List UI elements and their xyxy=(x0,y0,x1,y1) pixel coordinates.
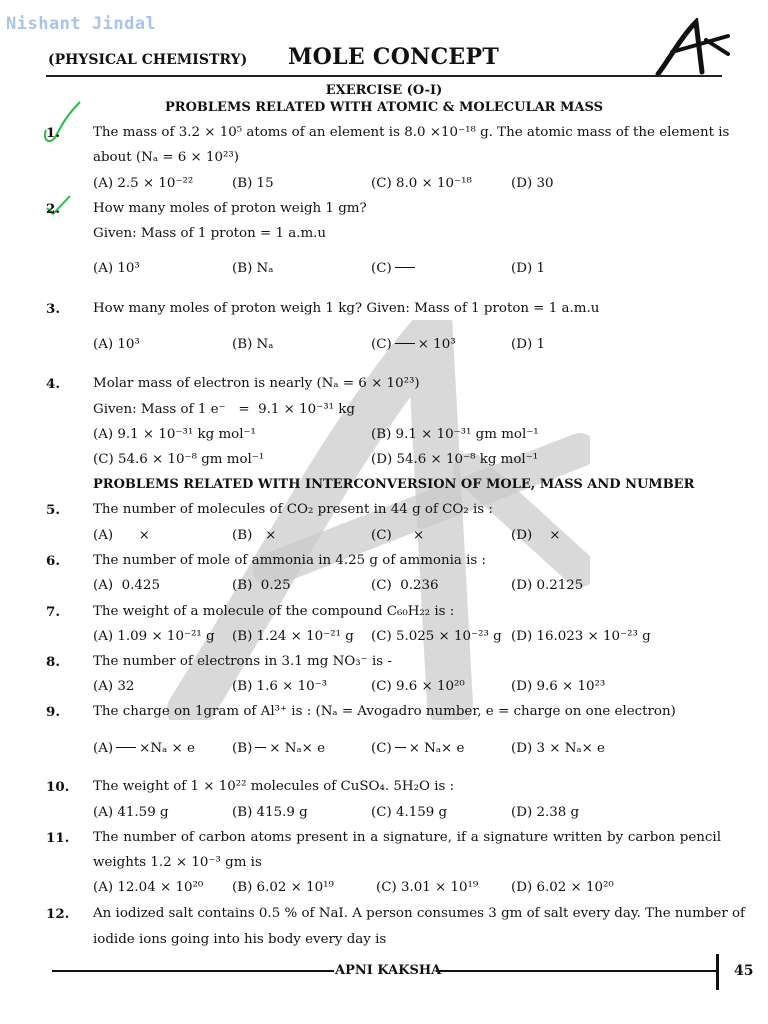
question-number: 6. xyxy=(46,553,60,569)
page-title: MOLE CONCEPT xyxy=(288,44,499,70)
option-c[interactable]: (C) × xyxy=(371,528,425,543)
option-a[interactable]: (A) 10³ xyxy=(93,337,140,352)
option-c[interactable]: (C) 0.236 xyxy=(371,578,439,593)
option-b[interactable]: (B) 1.24 × 10⁻²¹ g xyxy=(232,629,354,644)
option-b[interactable]: (B) 415.9 g xyxy=(232,805,308,820)
option-c[interactable]: (C) xyxy=(371,261,418,276)
question-text: The charge on 1gram of Al³⁺ is : (Nₐ = Avogadro number, e = charge on one electron) xyxy=(93,704,676,719)
option-a[interactable]: (A) × xyxy=(93,528,150,543)
question-text: about (Nₐ = 6 × 10²³) xyxy=(93,150,239,165)
option-c[interactable]: (C) 4.159 g xyxy=(371,805,448,820)
option-b[interactable]: (B) 1.6 × 10⁻³ xyxy=(232,679,328,694)
option-a[interactable]: (A) 1.09 × 10⁻²¹ g xyxy=(93,629,215,644)
option-d[interactable]: (D) 3 × Nₐ× e xyxy=(511,741,605,756)
footer-rule xyxy=(52,970,334,972)
question-text: The number of electrons in 3.1 mg NO₃⁻ is - xyxy=(93,654,392,669)
question-number: 10. xyxy=(46,779,70,795)
question-text: The weight of 1 × 10²² molecules of CuSO₄. 5H₂O is : xyxy=(93,779,455,794)
option-b[interactable]: (B) 6.02 × 10¹⁹ xyxy=(232,880,334,895)
option-c[interactable]: (C) 8.0 × 10⁻¹⁸ xyxy=(371,176,472,191)
header-rule xyxy=(46,75,722,77)
footer-divider xyxy=(716,954,719,990)
option-a[interactable]: (A) ×Nₐ × e xyxy=(93,741,195,756)
question-text: The number of carbon atoms present in a signature, if a signature written by carbon pencil xyxy=(93,830,721,845)
option-c[interactable]: (C) 54.6 × 10⁻⁸ gm mol⁻¹ xyxy=(93,452,265,467)
option-a[interactable]: (A) 32 xyxy=(93,679,135,694)
option-d[interactable]: (D) 0.2125 xyxy=(511,578,584,593)
option-c[interactable]: (C) × Nₐ× e xyxy=(371,741,465,756)
option-c[interactable]: (C) 3.01 × 10¹⁹ xyxy=(376,880,479,895)
question-number: 2. xyxy=(46,201,60,217)
section-heading-1: PROBLEMS RELATED WITH ATOMIC & MOLECULAR MASS xyxy=(165,100,603,115)
option-d[interactable]: (D) 16.023 × 10⁻²³ g xyxy=(511,629,651,644)
page-number: 45 xyxy=(734,963,754,979)
question-number: 1. xyxy=(46,125,60,141)
author-watermark: Nishant Jindal xyxy=(6,14,157,34)
question-text: The number of mole of ammonia in 4.25 g of ammonia is : xyxy=(93,553,487,568)
question-number: 8. xyxy=(46,654,60,670)
question-number: 5. xyxy=(46,502,60,518)
option-b[interactable]: (B) Nₐ xyxy=(232,261,274,276)
option-d[interactable]: (D) 54.6 × 10⁻⁸ kg mol⁻¹ xyxy=(371,452,539,467)
option-d[interactable]: (D) 1 xyxy=(511,261,545,276)
option-d[interactable]: (D) 2.38 g xyxy=(511,805,580,820)
option-a[interactable]: (A) 12.04 × 10²⁰ xyxy=(93,880,204,895)
option-d[interactable]: (D) 9.6 × 10²³ xyxy=(511,679,606,694)
option-d[interactable]: (D) 30 xyxy=(511,176,554,191)
option-d[interactable]: (D) × xyxy=(511,528,561,543)
question-text: iodide ions going into his body every day is xyxy=(93,932,387,947)
option-b[interactable]: (B) 0.25 xyxy=(232,578,291,593)
question-number: 9. xyxy=(46,704,60,720)
question-number: 7. xyxy=(46,604,60,620)
option-a[interactable]: (A) 0.425 xyxy=(93,578,160,593)
exercise-heading: EXERCISE (O-I) xyxy=(325,83,443,98)
question-text: Given: Mass of 1 e⁻ = 9.1 × 10⁻³¹ kg xyxy=(93,402,355,417)
option-a[interactable]: (A) 41.59 g xyxy=(93,805,169,820)
option-b[interactable]: (B) × xyxy=(232,528,277,543)
question-number: 4. xyxy=(46,376,60,392)
option-a[interactable]: (A) 10³ xyxy=(93,261,140,276)
section-heading-2: PROBLEMS RELATED WITH INTERCONVERSION OF MOLE, MASS AND NUMBER xyxy=(93,477,695,492)
question-text: weights 1.2 × 10⁻³ gm is xyxy=(93,855,262,870)
footer-rule xyxy=(436,970,716,972)
option-a[interactable]: (A) 2.5 × 10⁻²² xyxy=(93,176,194,191)
question-text: An iodized salt contains 0.5 % of NaI. A person consumes 3 gm of salt every day. The number of xyxy=(93,906,745,921)
option-b[interactable]: (B) × Nₐ× e xyxy=(232,741,326,756)
option-c[interactable]: (C) 9.6 × 10²⁰ xyxy=(371,679,465,694)
question-text: The weight of a molecule of the compound C₆₀H₂₂ is : xyxy=(93,604,455,619)
question-text: Given: Mass of 1 proton = 1 a.m.u xyxy=(93,226,327,241)
question-text: How many moles of proton weigh 1 gm? xyxy=(93,201,367,216)
brand-logo xyxy=(652,18,730,78)
option-d[interactable]: (D) 6.02 × 10²⁰ xyxy=(511,880,614,895)
option-b[interactable]: (B) 9.1 × 10⁻³¹ gm mol⁻¹ xyxy=(371,427,539,442)
footer-brand: APNI KAKSHA xyxy=(335,963,442,978)
question-text: Molar mass of electron is nearly (Nₐ = 6 × 10²³) xyxy=(93,376,420,391)
question-text: The mass of 3.2 × 10⁵ atoms of an element is 8.0 ×10⁻¹⁸ g. The atomic mass of the element is xyxy=(93,125,730,140)
question-number: 12. xyxy=(46,906,70,922)
option-b[interactable]: (B) Nₐ xyxy=(232,337,274,352)
option-b[interactable]: (B) 15 xyxy=(232,176,274,191)
question-number: 11. xyxy=(46,830,70,846)
option-a[interactable]: (A) 9.1 × 10⁻³¹ kg mol⁻¹ xyxy=(93,427,256,442)
question-text: How many moles of proton weigh 1 kg? Given: Mass of 1 proton = 1 a.m.u xyxy=(93,301,600,316)
question-text: The number of molecules of CO₂ present in 44 g of CO₂ is : xyxy=(93,502,493,517)
tick-mark-icon xyxy=(38,100,84,146)
option-d[interactable]: (D) 1 xyxy=(511,337,545,352)
question-number: 3. xyxy=(46,301,60,317)
option-c[interactable]: (C) 5.025 × 10⁻²³ g xyxy=(371,629,502,644)
subject-label: (PHYSICAL CHEMISTRY) xyxy=(48,52,248,68)
option-c[interactable]: (C) × 10³ xyxy=(371,337,456,352)
